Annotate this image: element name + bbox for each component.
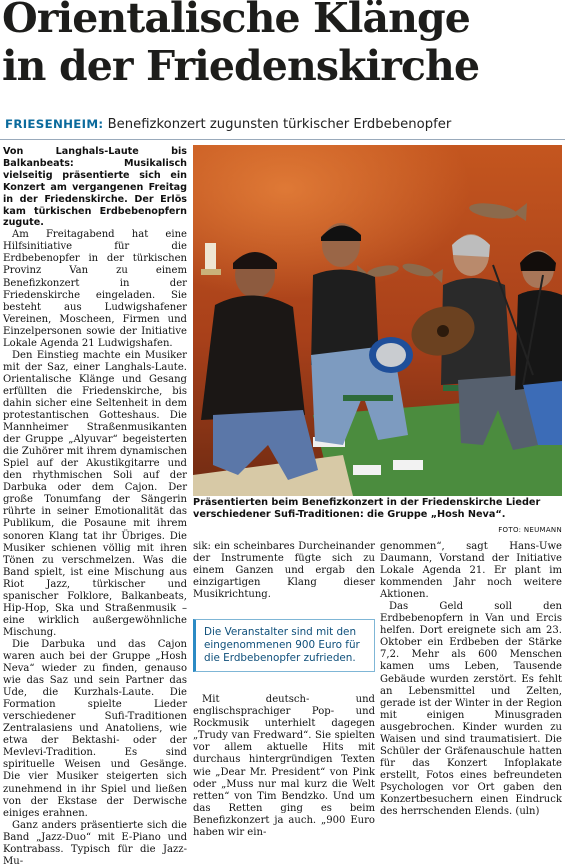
column-3 (380, 541, 562, 818)
body-paragraph: Ganz anders präsentierte sich die Band „Jazz-Duo“ mit E-Piano und Kontrabass. Typisch für die Jazz-Mu- (3, 819, 187, 867)
photo-credit: FOTO: NEUMANN (498, 526, 562, 534)
photo-caption (193, 497, 562, 536)
concert-photo (193, 145, 562, 496)
body-paragraph: Mit deutsch- und englischsprachiger Pop- und Rockmusik unterhielt dagegen „Trudy van Fredward“. Sie spielten vor allem aktuelle Hits mit durchaus hintergründigen Texten wie „Dear Mr. President“ von Pink oder „Muss nur mal kurz die Welt retten“ von Tim Bendzko. Und um das Retten ging es beim Benefizkonzert ja auch. „900 Euro haben wir ein- (193, 694, 375, 838)
subtitle: Benefizkonzert zugunsten türkischer Erdbebenopfer (107, 117, 452, 132)
body-paragraph: Die Darbuka und das Cajon waren auch bei der Gruppe „Hosh Neva“ wieder zu finden, genauso wie das Saz und sein Partner das Ude, die Kurzhals-Laute. Die Formation spielte Lieder verschiedener Sufi-Traditionen Zentralasiens und Anatoliens, wie etwa der Bektashi- oder der Mevlevi-Tradition. Es sind spirituelle Weisen und Gesänge. Die vier Musiker steigerten sich zunehmend in ihr Spiel und ließen von der Ekstase der Derwische einiges erahnen. (3, 638, 187, 819)
deck (5, 117, 561, 132)
header-rule (0, 139, 565, 140)
body-paragraph: genommen“, sagt Hans-Uwe Daumann, Vorstand der Initiative Lokale Agenda 21. Er plant im kommenden Jahr noch weitere Aktionen. (380, 541, 562, 601)
body-paragraph: Den Einstieg machte ein Musiker mit der Saz, einer Langhals-Laute. Orientalische Klänge und Gesang erfüllten die Friedenskirche, bis dahin sicher eine Seltenheit in dem protestantischen Gotteshaus. Die Mannheimer Straßenmusikanten der Gruppe „Alyuvar“ begeisterten die Zuhörer mit ihrem dynamischen Spiel auf der Akustikgitarre und den rhythmischen Soli auf der Darbuka oder dem Cajon. Der große Tonumfang der Sängerin rührte in seiner Emotionalität das Publikum, die Posaune mit ihrem sonoren Klang tat ihr Übriges. Die Musiker schienen völlig mit ihren Tönen zu verschmelzen. Was die Band spielt, ist eine Mischung aus Riot Jazz, türkischer und spanischer Folklore, Balkanbeats, Hip-Hop, Ska und Straßenmusik – eine wirklich außergewöhnliche Mischung. (3, 349, 187, 638)
body-paragraph: sik: ein scheinbares Durcheinander der Instrumente fügte sich zu einem Ganzen und ergab den einzigartigen Klang dieser Musikrichtung. (193, 541, 375, 601)
body-paragraph: Am Freitagabend hat eine Hilfsinitiative für die Erdbebenopfer in der türkischen Provinz Van zu einem Benefizkonzert in der Friedenskirche eingeladen. Sie besteht aus Ludwigshafener Vereinen, Moscheen, Firmen und Einzelpersonen sowie der Initiative Lokale Agenda 21 Ludwigshafen. (3, 229, 187, 349)
column-2 (193, 541, 375, 839)
body-paragraph: Das Geld soll den Erdbebenopfern in Van und Ercis helfen. Dort ereignete sich am 23. Oktober ein Erdbeben der Stärke 7,2. Mehr als 600 Menschen kamen ums Leben, Tausende Gebäude wurden zerstört. Es fehlt an Lebensmittel und Zelten, gerade ist der Winter in der Region mit einigen Minusgraden ausgebrochen. Kinder wurden zu Waisen und sind traumatisiert. Die Schüler der Gräfenauschule hatten für das Konzert Infoplakate erstellt, Fotos eines befreundeten Psychologen vor Ort gaben den Konzertbesuchern einen Eindruck des herrschenden Elends. (uln) (380, 601, 562, 818)
headline (2, 0, 564, 90)
headline-line-2: in der Friedenskirche (2, 42, 480, 90)
headline-line-1: Orientalische Klänge (2, 0, 470, 42)
location-kicker: FRIESENHEIM: (5, 117, 104, 131)
caption-text: Präsentierten beim Benefizkonzert in der Friedenskirche Lieder verschiedener Sufi-Traditionen: die Gruppe „Hosh Neva“. (193, 497, 541, 520)
photo-illustration (193, 145, 562, 496)
pull-quote: Die Veranstalter sind mit den eingenommenen 900 Euro für die Erdbebenopfer zufrieden. (193, 619, 375, 672)
lead-paragraph: Von Langhals-Laute bis Balkanbeats: Musikalisch vielseitig präsentierte sich ein Konzert am vergangenen Freitag in der Friedenskirche. Der Erlös kam türkischen Erdbebenopfern zugute. (3, 146, 187, 229)
column-1 (3, 146, 187, 868)
